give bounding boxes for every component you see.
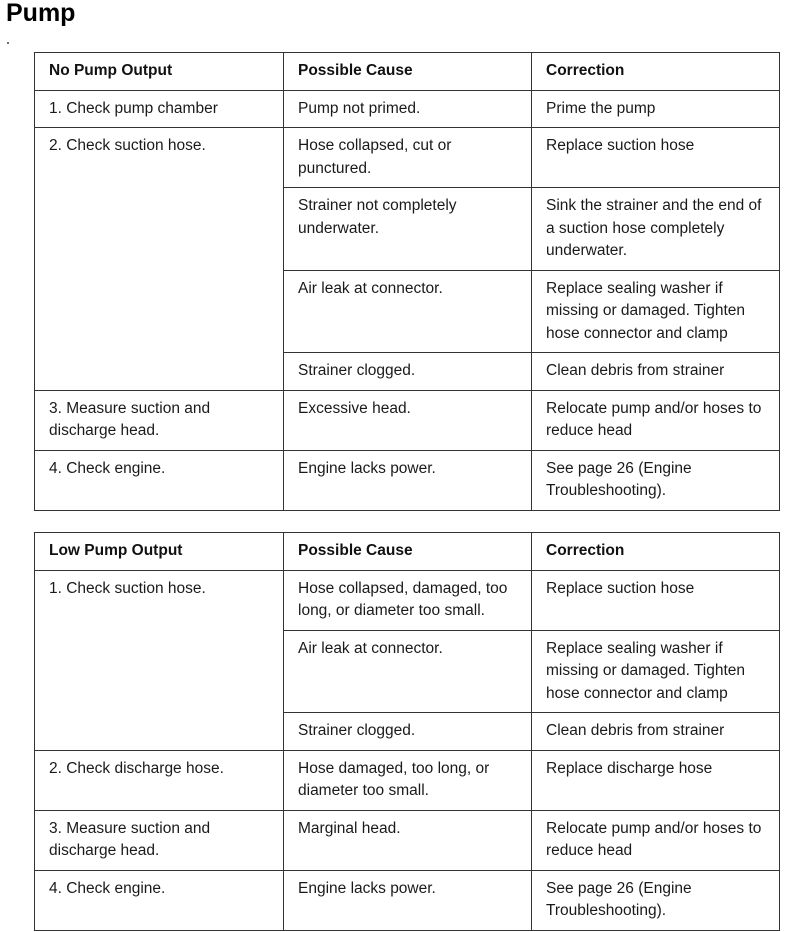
- possible-cause-cell: Engine lacks power.: [284, 870, 532, 930]
- check-step-cell: 2. Check discharge hose.: [35, 750, 284, 810]
- header-correction: Correction: [532, 533, 780, 571]
- stray-dot: [7, 42, 9, 44]
- table-row: [35, 810, 780, 870]
- correction-cell: Relocate pump and/or hoses to reduce head: [532, 390, 780, 450]
- correction-cell: Replace sealing washer if missing or damaged. Tighten hose connector and clamp: [532, 630, 780, 713]
- low-pump-output-table: [34, 532, 780, 931]
- possible-cause-cell: Hose collapsed, damaged, too long, or diameter too small.: [284, 570, 532, 630]
- possible-cause-cell: Marginal head.: [284, 810, 532, 870]
- correction-cell: Replace suction hose: [532, 570, 780, 630]
- possible-cause-cell: Pump not primed.: [284, 90, 532, 128]
- correction-cell: Prime the pump: [532, 90, 780, 128]
- page-title: Pump: [6, 0, 76, 27]
- table-row: [35, 390, 780, 450]
- correction-cell: Replace sealing washer if missing or damaged. Tighten hose connector and clamp: [532, 270, 780, 353]
- possible-cause-cell: Hose collapsed, cut or punctured.: [284, 128, 532, 188]
- table-row: [35, 870, 780, 930]
- possible-cause-cell: Excessive head.: [284, 390, 532, 450]
- header-correction: Correction: [532, 53, 780, 91]
- possible-cause-cell: Engine lacks power.: [284, 450, 532, 510]
- correction-cell: Replace discharge hose: [532, 750, 780, 810]
- possible-cause-cell: Strainer not completely underwater.: [284, 188, 532, 271]
- possible-cause-cell: Strainer clogged.: [284, 353, 532, 391]
- table-row: [35, 128, 780, 188]
- possible-cause-cell: Air leak at connector.: [284, 270, 532, 353]
- correction-cell: Sink the strainer and the end of a suction hose completely underwater.: [532, 188, 780, 271]
- table-header-row: [35, 533, 780, 571]
- check-step-cell: 4. Check engine.: [35, 450, 284, 510]
- no-pump-output-table: [34, 52, 780, 511]
- check-step-cell: 1. Check suction hose.: [35, 570, 284, 750]
- possible-cause-cell: Hose damaged, too long, or diameter too small.: [284, 750, 532, 810]
- correction-cell: Replace suction hose: [532, 128, 780, 188]
- check-step-cell: 1. Check pump chamber: [35, 90, 284, 128]
- correction-cell: Relocate pump and/or hoses to reduce head: [532, 810, 780, 870]
- table-row: [35, 750, 780, 810]
- header-check: No Pump Output: [35, 53, 284, 91]
- correction-cell: Clean debris from strainer: [532, 713, 780, 751]
- correction-cell: See page 26 (Engine Troubleshooting).: [532, 870, 780, 930]
- header-possible-cause: Possible Cause: [284, 533, 532, 571]
- check-step-cell: 3. Measure suction and discharge head.: [35, 390, 284, 450]
- table-row: [35, 570, 780, 630]
- check-step-cell: 3. Measure suction and discharge head.: [35, 810, 284, 870]
- table-header-row: [35, 53, 780, 91]
- correction-cell: See page 26 (Engine Troubleshooting).: [532, 450, 780, 510]
- table-row: [35, 450, 780, 510]
- header-check: Low Pump Output: [35, 533, 284, 571]
- possible-cause-cell: Air leak at connector.: [284, 630, 532, 713]
- check-step-cell: 4. Check engine.: [35, 870, 284, 930]
- header-possible-cause: Possible Cause: [284, 53, 532, 91]
- table-row: [35, 90, 780, 128]
- check-step-cell: 2. Check suction hose.: [35, 128, 284, 391]
- possible-cause-cell: Strainer clogged.: [284, 713, 532, 751]
- correction-cell: Clean debris from strainer: [532, 353, 780, 391]
